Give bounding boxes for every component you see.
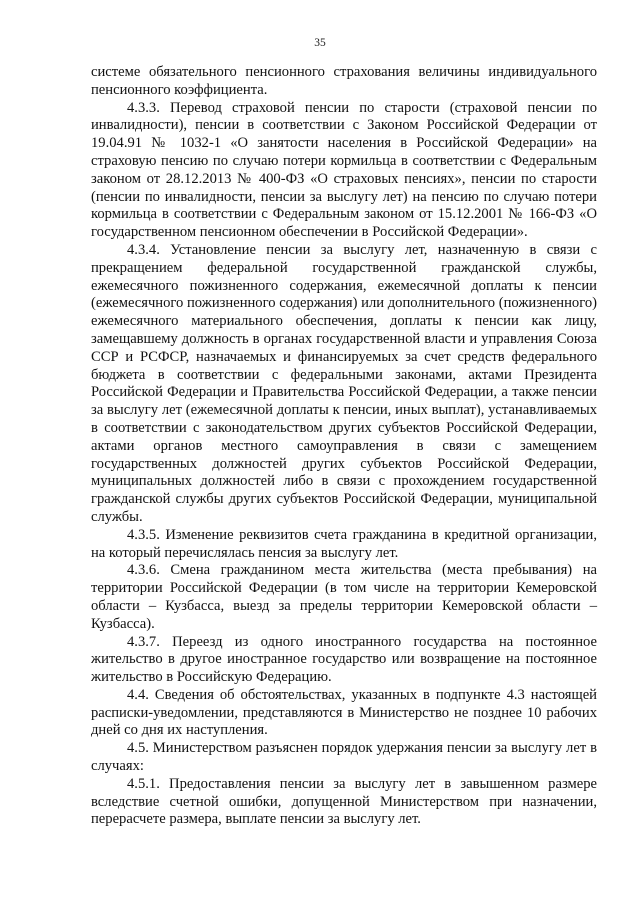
paragraph-4-3-3: 4.3.3. Перевод страховой пенсии по старости (страховой пенсии по инвалидности), пенсии в соответствии с Законом Российской Федерации от 19.04.91 № 1032-1 «О занятости населения в Российской Федерации» на страховую пенсию по случаю потери кормильца в соответствии с Федеральным законом от 28.12.2013 № 400-ФЗ «О страховых пенсиях», пенсии по старости (пенсии по инвалидности, пенсии за выслугу лет) на пенсию по случаю потери кормильца в соответствии с Федеральным законом от 15.12.2001 № 166-ФЗ «О государственном пенсионном обеспечении в Российской Федерации». (91, 99, 597, 241)
paragraph-continuation: системе обязательного пенсионного страхования величины индивидуального пенсионного коэффициента. (91, 64, 597, 98)
page-number: 35 (314, 37, 326, 49)
document-body (91, 64, 597, 829)
paragraph-4-5: 4.5. Министерством разъяснен порядок удержания пенсии за выслугу лет в случаях: (91, 740, 597, 775)
paragraph-4-3-5: 4.3.5. Изменение реквизитов счета гражданина в кредитной организации, на который перечислялась пенсия за выслугу лет. (91, 526, 597, 561)
paragraph-4-3-4: 4.3.4. Установление пенсии за выслугу лет, назначенную в связи с прекращением федеральной государственной гражданской службы, ежемесячного пожизненного содержания, ежемесячной доплаты к пенсии (ежемесячного пожизненного содержания) или дополнительного (пожизненного) ежемесячного материального обеспечения, доплаты к пенсии как лицу, замещавшему должность в органах государственной власти и управления Союза ССР и РСФСР, назначаемых и финансируемых за счет средств федерального бюджета в соответствии с федеральными законами, актами Президента Российской Федерации и Правительства Российской Федерации, а также пенсии за выслугу лет (ежемесячной доплаты к пенсии, иных выплат), устанавливаемых в соответствии с законодательством других субъектов Российской Федерации, актами органов местного самоуправления в связи с замещением государственных должностей других субъектов Российской Федерации, муниципальных должностей либо в связи с прохождением государственной гражданской службы других субъектов Российской Федерации, муниципальной службы. (91, 241, 597, 525)
paragraph-4-3-7: 4.3.7. Переезд из одного иностранного государства на постоянное жительство в другое иностранное государство или возвращение на постоянное жительство в Российскую Федерацию. (91, 633, 597, 686)
paragraph-4-4: 4.4. Сведения об обстоятельствах, указанных в подпункте 4.3 настоящей расписки-уведомлении, представляются в Министерство не позднее 10 рабочих дней со дня их наступления. (91, 686, 597, 739)
paragraph-4-5-1: 4.5.1. Предоставления пенсии за выслугу лет в завышенном размере вследствие счетной ошибки, допущенной Министерством при назначении, перерасчете размера, выплате пенсии за выслугу лет. (91, 775, 597, 828)
paragraph-4-3-6: 4.3.6. Смена гражданином места жительства (места пребывания) на территории Российской Федерации (в том числе на территории Кемеровской области – Кузбасса, выезд за пределы территории Кемеровской области – Кузбасса). (91, 562, 597, 632)
